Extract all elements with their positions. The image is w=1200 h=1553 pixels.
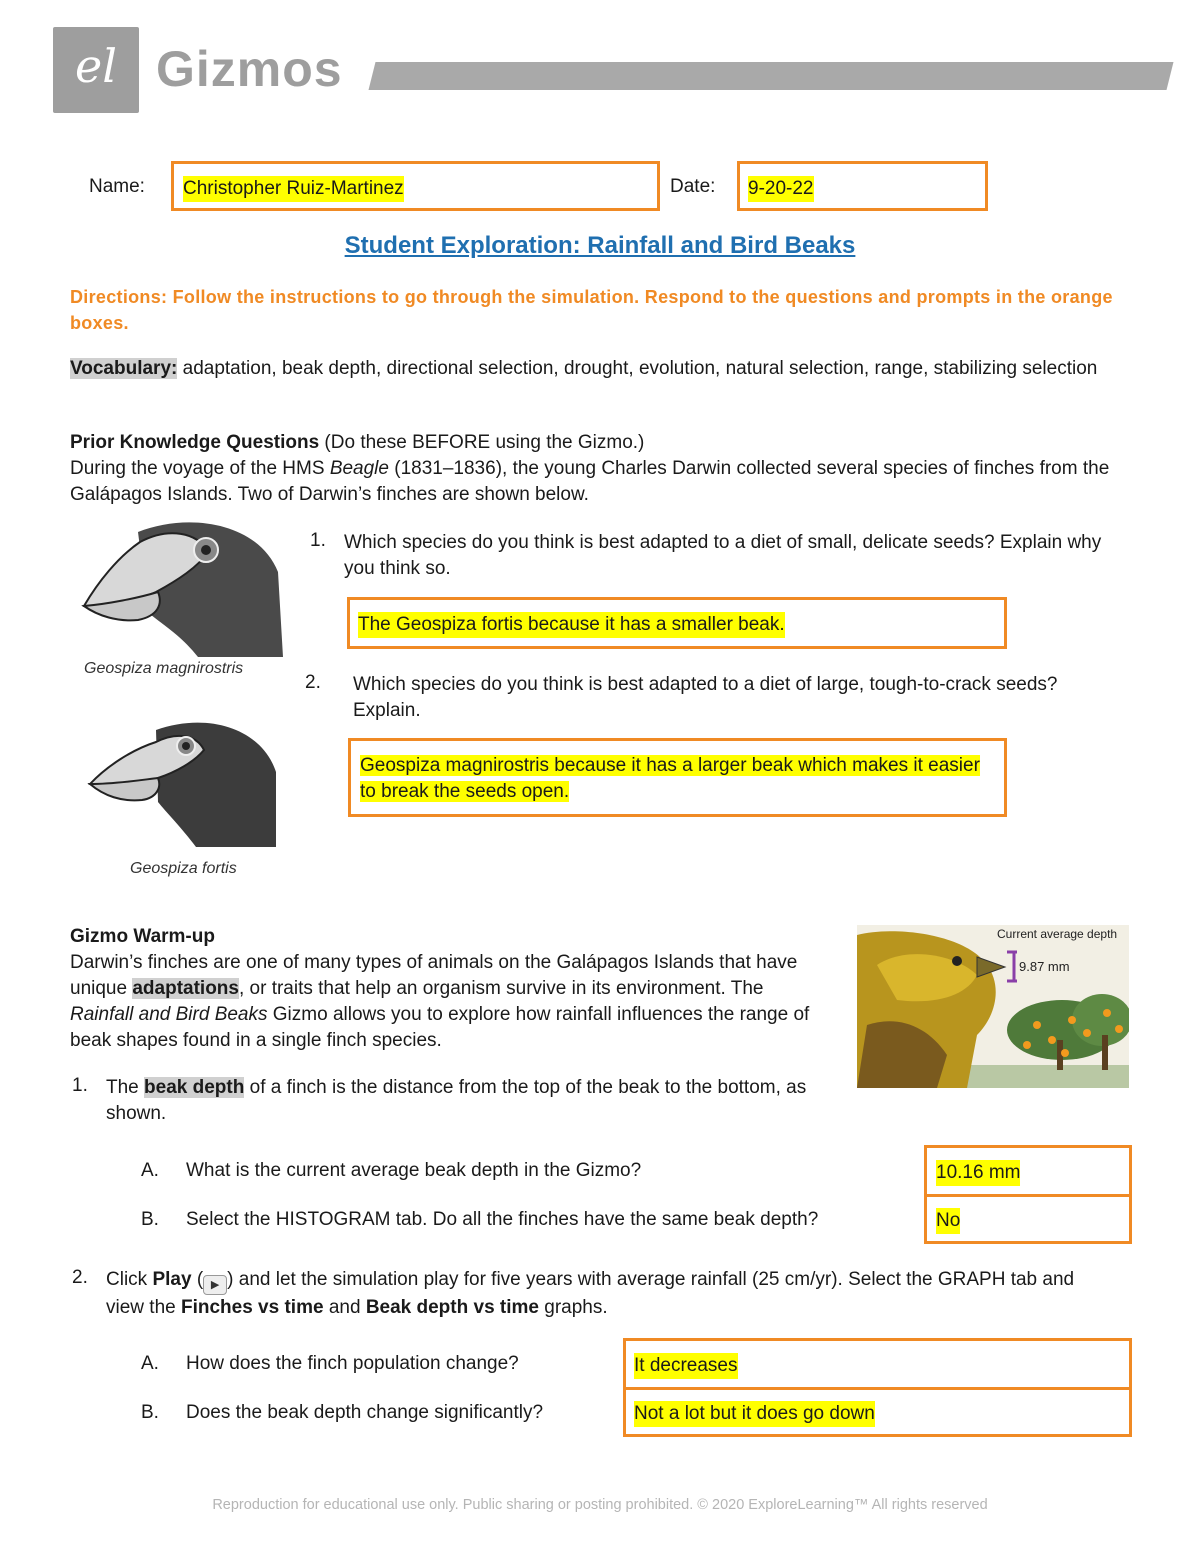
warmup-q1-text bbox=[106, 1075, 816, 1127]
warmup-q2-number: 2. bbox=[72, 1267, 88, 1288]
image-depth-value: 9.87 mm bbox=[1019, 959, 1070, 974]
q1-pre: The bbox=[106, 1077, 145, 1098]
prior-note: (Do these BEFORE using the Gizmo.) bbox=[319, 432, 645, 453]
q2-text-b: ( bbox=[191, 1269, 204, 1290]
footer-copyright: Reproduction for educational use only. Public sharing or posting prohibited. © 2020 ExploreLearning™ All rights reserved bbox=[212, 1497, 988, 1513]
warmup-q1b-letter: B. bbox=[141, 1209, 159, 1230]
graph-finches-vs-time: Finches vs time bbox=[180, 1297, 324, 1318]
bird2-caption: Geospiza fortis bbox=[130, 860, 237, 877]
prior-q1-answer-box[interactable] bbox=[347, 597, 1007, 649]
image-depth-label: Current average depth bbox=[997, 927, 1118, 941]
gizmo-name: Rainfall and Bird Beaks bbox=[70, 1004, 268, 1025]
prior-intro bbox=[70, 456, 1130, 508]
warmup-q2a-answer-box[interactable] bbox=[623, 1338, 1132, 1390]
warmup-q1a-answer-box[interactable] bbox=[924, 1145, 1132, 1197]
prior-heading: Prior Knowledge Questions bbox=[70, 432, 320, 453]
prior-q1-text: Which species do you think is best adapted to a diet of small, delicate seeds? Explain why you think so. bbox=[344, 532, 1102, 579]
warmup-q2-text bbox=[106, 1267, 1106, 1321]
logo-glyph: el bbox=[75, 39, 117, 93]
page-title: Student Exploration: Rainfall and Bird Beaks bbox=[344, 232, 856, 259]
prior-q2-answer: Geospiza magnirostris because it has a larger beak which makes it easier to break the seeds open. bbox=[360, 755, 980, 802]
term-adaptations: adaptations bbox=[132, 978, 239, 999]
vocabulary-label: Vocabulary: bbox=[70, 358, 178, 379]
date-label: Date: bbox=[670, 176, 716, 197]
name-label: Name: bbox=[89, 176, 145, 197]
prior-q1-answer: The Geospiza fortis because it has a smaller beak. bbox=[358, 612, 785, 638]
term-beak-depth: beak depth bbox=[144, 1077, 245, 1098]
bird1-caption: Geospiza magnirostris bbox=[84, 660, 244, 677]
bird-fortis-image bbox=[86, 712, 286, 852]
warmup-q2a-letter: A. bbox=[141, 1353, 159, 1374]
warmup-text-1: Darwin’s finches are one of many types of animals on the Galápagos Islands that have unique bbox=[70, 952, 798, 999]
prior-q2-number: 2. bbox=[305, 672, 321, 693]
graph-beak-depth-vs-time: Beak depth vs time bbox=[365, 1297, 539, 1318]
warmup-q1b-answer-box[interactable] bbox=[924, 1194, 1132, 1244]
warmup-q1a-answer: 10.16 mm bbox=[936, 1160, 1020, 1186]
warmup-q1b-text: Select the HISTOGRAM tab. Do all the finches have the same beak depth? bbox=[186, 1209, 819, 1230]
warmup-q2b-answer: Not a lot but it does go down bbox=[634, 1401, 875, 1427]
header-bar bbox=[369, 62, 1174, 90]
prior-q2-answer-box[interactable] bbox=[348, 738, 1007, 817]
name-value: Christopher Ruiz-Martinez bbox=[183, 176, 404, 202]
q2-play-word: Play bbox=[152, 1269, 192, 1290]
warmup-paragraph bbox=[70, 950, 810, 1054]
date-value: 9-20-22 bbox=[748, 176, 814, 202]
warmup-q2b-answer-box[interactable] bbox=[623, 1387, 1132, 1437]
warmup-text-2: , or traits that help an organism survive in its environment. The bbox=[238, 978, 764, 999]
warmup-q2a-text: How does the finch population change? bbox=[186, 1353, 519, 1374]
warmup-q2b-letter: B. bbox=[141, 1402, 159, 1423]
vocabulary-text: adaptation, beak depth, directional selection, drought, evolution, natural selection, range, stabilizing selection bbox=[177, 358, 1098, 379]
intro-text-2: (1831–1836), the young Charles Darwin collected several species of finches from the Galápagos Islands. Two of Darwin’s finches are shown below. bbox=[70, 458, 1110, 505]
q2-text-d: and bbox=[323, 1297, 366, 1318]
prior-q1-number: 1. bbox=[310, 530, 326, 551]
warmup-q1b-answer: No bbox=[936, 1208, 960, 1234]
q2-text-a: Click bbox=[106, 1269, 153, 1290]
warmup-q1-number: 1. bbox=[72, 1075, 88, 1096]
intro-ship-name: Beagle bbox=[329, 458, 389, 479]
warmup-text-3: Gizmo allows you to explore how rainfall influences the range of beak shapes found in a single finch species. bbox=[70, 1004, 810, 1051]
warmup-q1a-text: What is the current average beak depth in the Gizmo? bbox=[186, 1160, 642, 1181]
directions: Directions: Follow the instructions to go through the simulation. Respond to the questions and prompts in the orange boxes. bbox=[70, 287, 1113, 333]
play-icon: ▶ bbox=[203, 1275, 227, 1295]
warmup-q2b-text: Does the beak depth change significantly? bbox=[186, 1402, 544, 1423]
q2-text-e: graphs. bbox=[538, 1297, 608, 1318]
warmup-q2a-answer: It decreases bbox=[634, 1353, 738, 1379]
q1-post: of a finch is the distance from the top of the beak to the bottom, as shown. bbox=[106, 1077, 807, 1124]
warmup-q1a-letter: A. bbox=[141, 1160, 159, 1181]
warmup-heading: Gizmo Warm-up bbox=[70, 926, 215, 947]
date-field[interactable] bbox=[737, 161, 988, 211]
prior-q2-text: Which species do you think is best adapted to a diet of large, tough-to-crack seeds? Explain. bbox=[353, 674, 1058, 721]
gizmos-logo-text: Gizmos bbox=[156, 41, 343, 97]
name-field[interactable] bbox=[171, 161, 660, 211]
gizmo-finch-image bbox=[857, 925, 1129, 1088]
bird-magnirostris-image bbox=[78, 512, 288, 662]
prior-knowledge-heading bbox=[70, 430, 1130, 456]
vocabulary bbox=[70, 356, 1130, 382]
q2-text-c: ) and let the simulation play for five years with average rainfall (25 cm/yr). Select the GRAPH tab and view the bbox=[106, 1269, 1075, 1318]
intro-text-1: During the voyage of the HMS bbox=[70, 458, 330, 479]
gizmos-logo-mark bbox=[53, 27, 139, 113]
